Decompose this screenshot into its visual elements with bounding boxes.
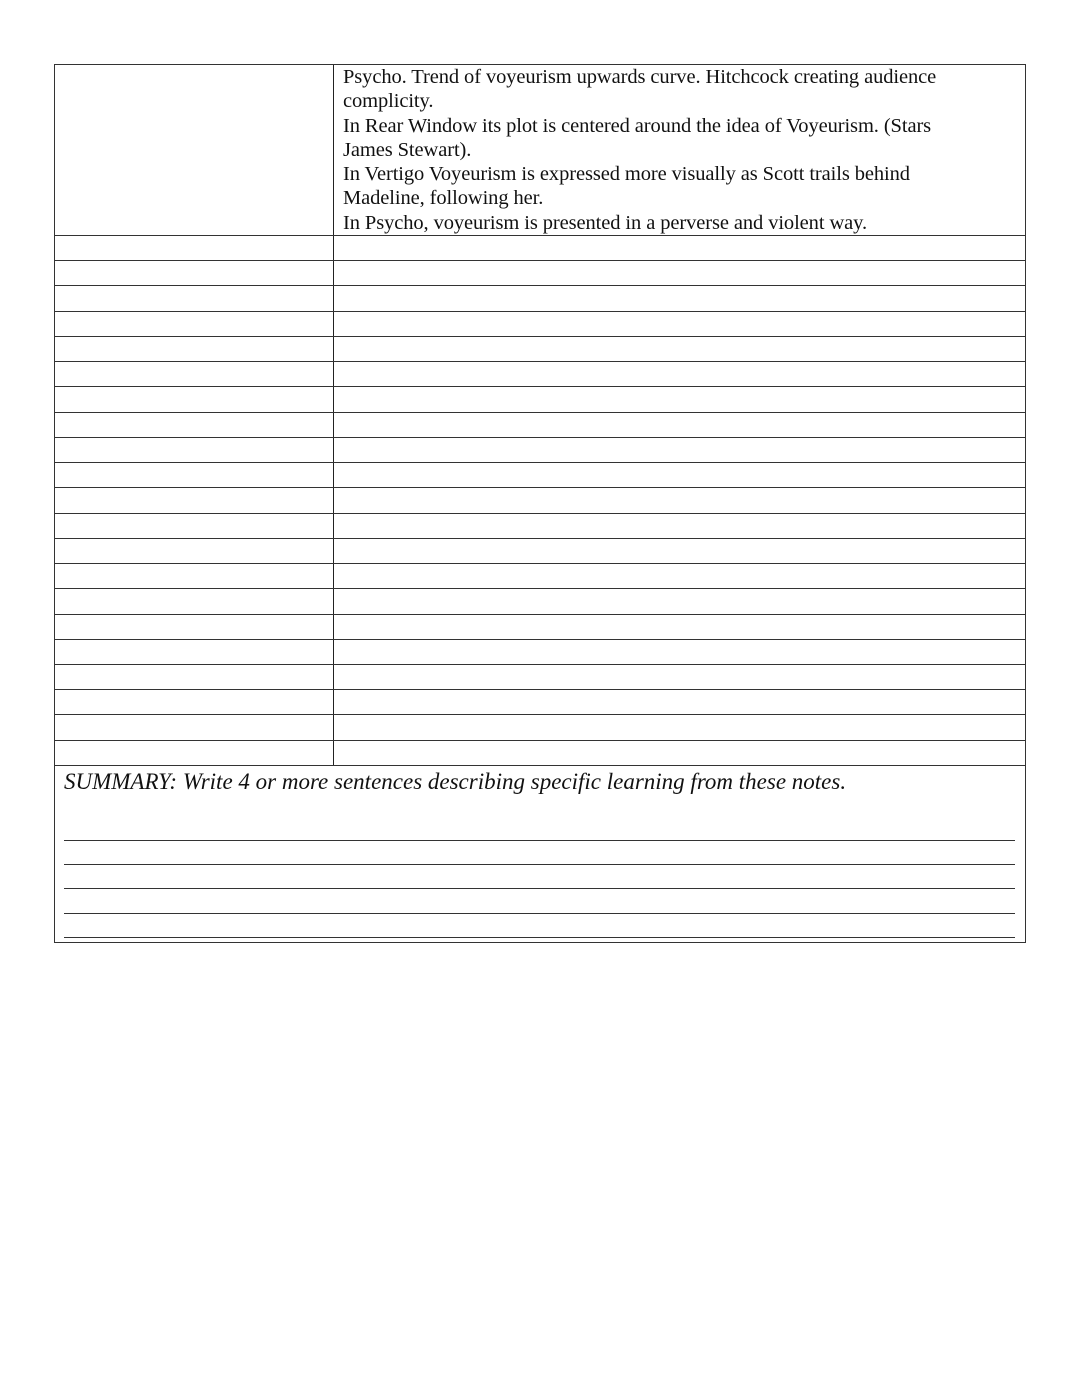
cue-column-cell[interactable] [55,463,334,487]
cue-column-cell[interactable] [55,387,334,411]
cue-column-cell[interactable] [55,261,334,285]
table-row [55,286,1025,311]
notes-column-cell[interactable] [334,715,1025,739]
cue-column-cell[interactable] [55,413,334,437]
table-row [55,362,1025,387]
table-row [55,488,1025,513]
table-row [55,539,1025,564]
summary-blank-line[interactable] [64,914,1015,938]
summary-section [55,767,1025,942]
notes-column-cell[interactable] [334,690,1025,714]
notes-column-cell[interactable] [334,539,1025,563]
table-row [55,463,1025,488]
note-line: Psycho. Trend of voyeurism upwards curve. Hitchcock creating audience [343,66,937,88]
table-row [55,665,1025,690]
table-row [55,438,1025,463]
cue-column-cell[interactable] [55,286,334,310]
notes-column-cell[interactable] [334,488,1025,512]
table-row [55,337,1025,362]
table-row [55,236,1025,261]
cue-column-cell[interactable] [55,564,334,588]
table-row [55,261,1025,286]
notes-column-cell[interactable] [334,438,1025,462]
table-row [55,615,1025,640]
table-row [55,715,1025,740]
cue-column-cell[interactable] [55,741,334,765]
cue-column-cell[interactable] [55,337,334,361]
notes-column-cell[interactable] [334,589,1025,613]
notes-column-cell[interactable] [334,615,1025,639]
summary-blank-line[interactable] [64,865,1015,889]
cue-column-cell[interactable] [55,715,334,739]
notes-column-cell[interactable] [334,413,1025,437]
notes-column-cell[interactable] [334,286,1025,310]
empty-rows-group [55,236,1025,766]
cue-column-cell[interactable] [55,312,334,336]
table-row [55,387,1025,412]
table-row [55,312,1025,337]
notes-column-cell[interactable] [334,463,1025,487]
notes-column-cell[interactable] [334,640,1025,664]
notes-column-cell[interactable] [334,564,1025,588]
summary-lines [64,817,1015,938]
table-row [55,640,1025,665]
note-line: In Rear Window its plot is centered around the idea of Voyeurism. (Stars [343,114,932,137]
notes-column-cell[interactable] [334,387,1025,411]
notes-column-cell[interactable] [334,362,1025,386]
summary-blank-line[interactable] [64,817,1015,841]
note-line: complicity. [343,90,434,113]
cue-column-cell[interactable] [55,589,334,613]
cue-column-cell[interactable] [55,488,334,512]
cue-column-cell[interactable] [55,690,334,714]
cue-column-cell[interactable] [55,640,334,664]
notes-column-cell[interactable] [334,236,1025,260]
cue-column-cell[interactable] [55,236,334,260]
cue-column-cell[interactable] [55,438,334,462]
cue-column-cell[interactable] [55,514,334,538]
note-line: In Psycho, voyeurism is presented in a perverse and violent way. [343,211,867,234]
cue-column-cell[interactable] [55,539,334,563]
summary-blank-line[interactable] [64,889,1015,913]
note-line: In Vertigo Voyeurism is expressed more visually as Scott trails behind [343,163,910,186]
cue-column-cell[interactable] [55,362,334,386]
cornell-notes-table [54,64,1026,943]
table-row [55,564,1025,589]
note-line: James Stewart). [343,138,472,161]
notes-column-cell[interactable] [334,312,1025,336]
notes-column-cell[interactable] [334,65,1025,235]
table-row [55,589,1025,614]
notes-column-cell[interactable] [334,665,1025,689]
notes-column-cell[interactable] [334,337,1025,361]
notes-column-cell[interactable] [334,261,1025,285]
cue-column-cell[interactable] [55,665,334,689]
table-row [55,690,1025,715]
table-row [55,413,1025,438]
notes-row-filled [55,65,1025,236]
cue-column-cell[interactable] [55,615,334,639]
summary-blank-line[interactable] [64,841,1015,865]
cue-column-cell[interactable] [55,65,334,235]
table-row [55,514,1025,539]
notes-column-cell[interactable] [334,514,1025,538]
notes-column-cell[interactable] [334,741,1025,765]
note-line: Madeline, following her. [343,187,544,210]
summary-prompt: SUMMARY: Write 4 or more sentences describing specific learning from these notes. [64,768,847,794]
table-row [55,741,1025,766]
